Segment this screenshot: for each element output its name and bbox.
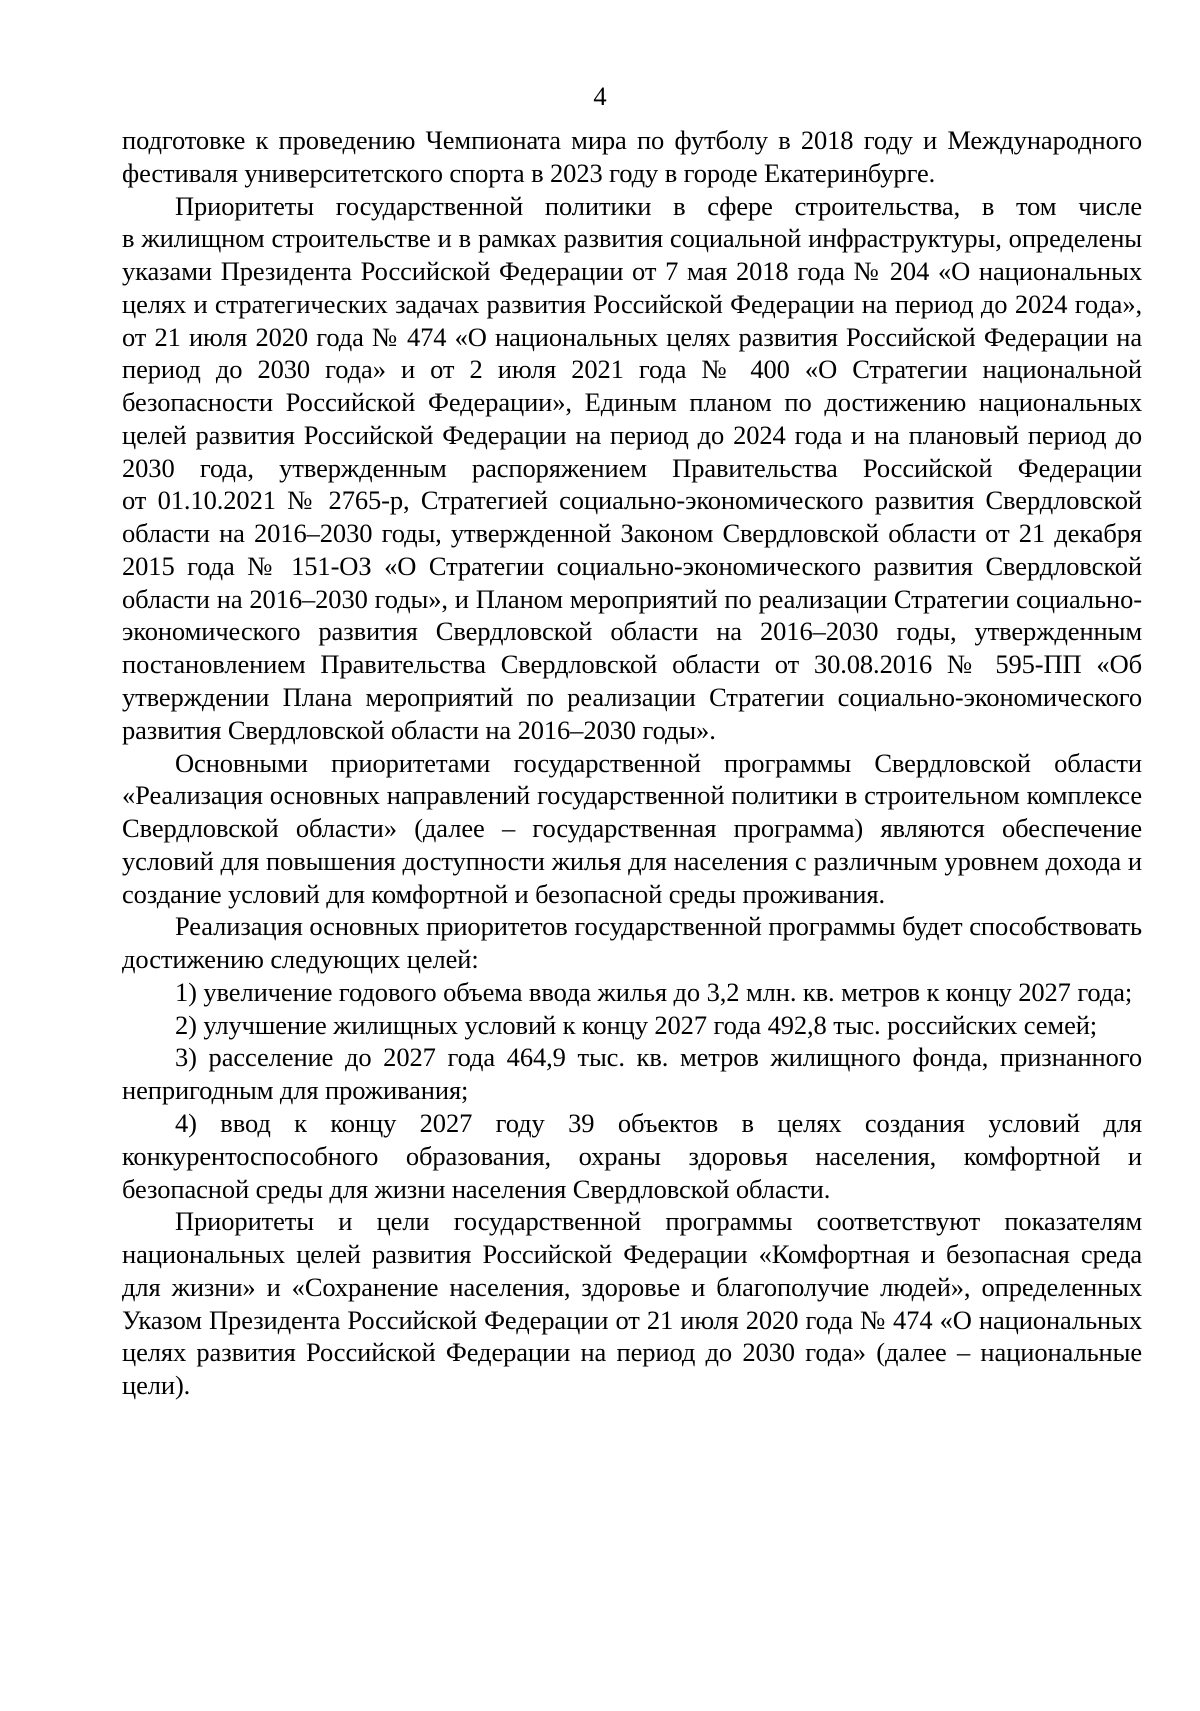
paragraph-intro-continuation: подготовке к проведению Чемпионата мира по футболу в 2018 году и Международного фестиваля университетского спорта в 2023 году в городе Екатеринбурге. xyxy=(122,125,1142,188)
goal-item-4: 4) ввод к концу 2027 году 39 объектов в целях создания условий для конкурентоспособного образования, охраны здоровья населения, комфортной и безопасной среды для жизни населения Свердловской области. xyxy=(122,1107,1142,1204)
document-body xyxy=(122,124,1142,1402)
paragraph-national-goals: Приоритеты и цели государственной программы соответствуют показателям национальных целей развития Российской Федерации «Комфортная и безопасная среда для жизни» и «Сохранение населения, здоровье и благополучие людей», определенных Указом Президента Российской Федерации от 21 июля 2020 года № 474 «О национальных целях развития Российской Федерации на период до 2030 года» (далее – национальные цели). xyxy=(122,1206,1142,1401)
goal-item-1: 1) увеличение годового объема ввода жилья до 3,2 млн. кв. метров к концу 2027 года; xyxy=(175,976,1133,1007)
goal-item-2: 2) улучшение жилищных условий к концу 2027 года 492,8 тыс. российских семей; xyxy=(175,1009,1098,1040)
paragraph-goals-intro: Реализация основных приоритетов государственной программы будет способствовать достижению следующих целей: xyxy=(122,911,1142,975)
paragraph-program-priorities: Основными приоритетами государственной программы Свердловской области «Реализация основных направлений государственной политики в строительном комплексе Свердловской области» (далее – государственная программа) являются обеспечение условий для повышения доступности жилья для населения с различным уровнем дохода и создание условий для комфортной и безопасной среды проживания. xyxy=(122,747,1142,909)
page-number: 4 xyxy=(593,81,607,111)
goal-item-3: 3) расселение до 2027 года 464,9 тыс. кв. метров жилищного фонда, признанного непригодным для проживания; xyxy=(122,1042,1142,1106)
paragraph-priorities-policy: Приоритеты государственной политики в сфере строительства, в том числе в жилищном строительстве и в рамках развития социальной инфраструктуры, определены указами Президента Российской Федерации от 7 мая 2018 года № 204 «О национальных целях и стратегических задачах развития Российской Федерации на период до 2024 года», от 21 июля 2020 года № 474 «О национальных целях развития Российской Федерации на период до 2030 года» и от 2 июля 2021 года № 400 «О Стратегии национальной безопасности Российской Федерации», Единым планом по достижению национальных целей развития Российской Федерации на период до 2024 года и на плановый период до 2030 года, утвержденным распоряжением Правительства Российской Федерации от 01.10.2021 № 2765-р, Стратегией социально-экономического развития Свердловской области на 2016–2030 годы, утвержденной Законом Свердловской области от 21 декабря 2015 года № 151-ОЗ «О Стратегии социально-экономического развития Свердловской области на 2016–2030 годы», и Планом мероприятий по реализации Стратегии социально-экономического развития Свердловской области на 2016–2030 годы, утвержденным постановлением Правительства Свердловской области от 30.08.2016 № 595-ПП «Об утверждении Плана мероприятий по реализации Стратегии социально-экономического развития Свердловской области на 2016–2030 годы». xyxy=(122,190,1142,745)
